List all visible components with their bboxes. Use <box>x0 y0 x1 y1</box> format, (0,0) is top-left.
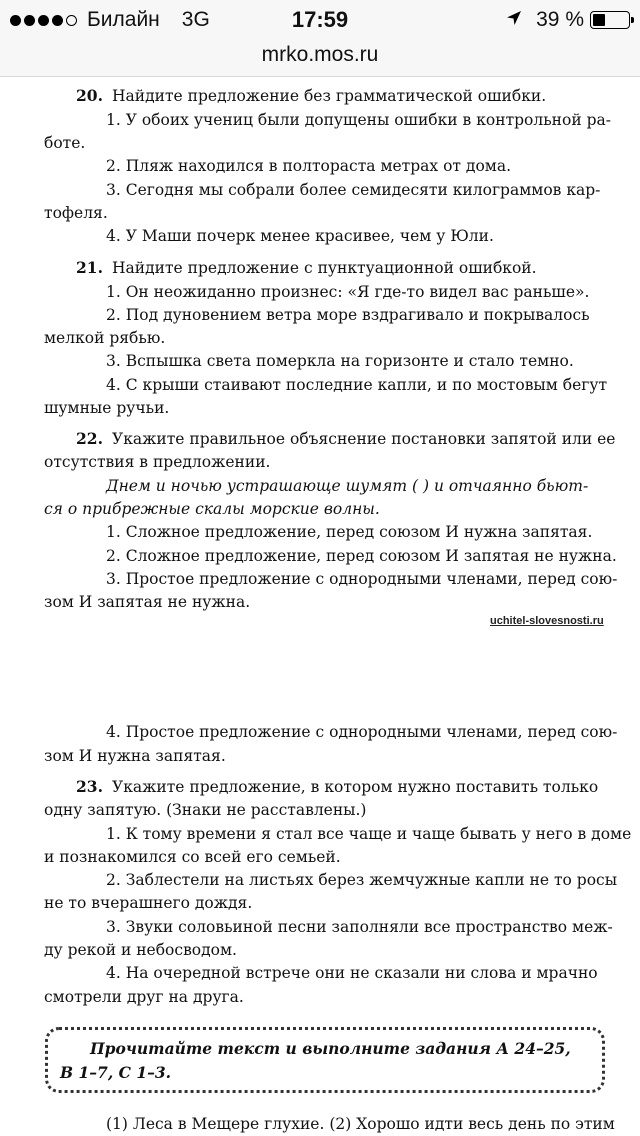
question-23-option-2: 2. Заблестели на листьях берез жемчужные капли не то росы <box>106 871 618 889</box>
question-21-option-1: 1. Он неожиданно произнес: «Я где-то видел вас раньше». <box>106 283 590 301</box>
question-21-option-2-cont: мелкой рябью. <box>44 329 166 347</box>
question-22-option-3: 3. Простое предложение с однородными членами, перед сою- <box>106 570 618 588</box>
watermark: uchitel-slovesnosti.ru <box>490 615 604 627</box>
signal-dot <box>10 15 21 26</box>
question-23-prompt-cont: одну запятую. (Знаки не расставлены.) <box>44 801 367 819</box>
question-number-21: 21. <box>76 258 103 277</box>
question-22-option-2: 2. Сложное предложение, перед союзом И запятая не нужна. <box>106 547 617 565</box>
signal-dot <box>24 15 35 26</box>
question-23-option-4-cont: смотрели друг на друга. <box>44 988 244 1006</box>
question-20-option-1-cont: боте. <box>44 134 86 152</box>
question-21-prompt: Найдите предложение с пунктуационной ошибкой. <box>112 259 537 277</box>
carrier-name: Билайн <box>87 8 160 31</box>
question-20-option-4: 4. У Маши почерк менее красивее, чем у Юли. <box>106 227 494 245</box>
question-23-option-2-cont: не то вчерашнего дождя. <box>44 894 253 912</box>
task-instruction-line-1: Прочитайте текст и выполните задания А 24–25, <box>90 1039 571 1058</box>
battery-percent: 39 % <box>536 8 584 31</box>
question-21-option-4: 4. С крыши стаивают последние капли, и по мостовым бегут <box>106 376 608 394</box>
battery-icon <box>590 11 630 29</box>
task-instruction-line-2: В 1–7, С 1–3. <box>60 1063 172 1082</box>
question-number-22: 22. <box>76 429 103 448</box>
question-20-option-2: 2. Пляж находился в полтораста метрах от дома. <box>106 157 512 175</box>
reading-text-first-line: (1) Леса в Мещере глухие. (2) Хорошо идти весь день по этим <box>106 1115 615 1133</box>
question-21-option-3: 3. Вспышка света померкла на горизонте и стало темно. <box>106 352 574 370</box>
question-23-option-1-cont: и познакомился со всей его семьей. <box>44 848 341 866</box>
address-bar[interactable]: mrko.mos.ru <box>0 42 640 77</box>
signal-dot <box>38 15 49 26</box>
question-22-sentence-cont: ся о прибрежные скалы морские волны. <box>44 500 380 518</box>
signal-dot <box>52 15 63 26</box>
document-page[interactable] <box>0 77 640 1136</box>
question-23-option-4: 4. На очередной встрече они не сказали ни слова и мрачно <box>106 964 598 982</box>
question-23-prompt: Укажите предложение, в котором нужно поставить только <box>112 778 599 796</box>
clock: 17:59 <box>291 7 349 32</box>
question-22-option-3-cont: зом И запятая не нужна. <box>44 593 251 611</box>
question-23-option-3-cont: ду рекой и небосводом. <box>44 941 237 959</box>
question-20-option-1: 1. У обоих учениц были допущены ошибки в контрольной ра- <box>106 111 611 129</box>
location-arrow-icon <box>506 8 522 32</box>
question-22-prompt: Укажите правильное объяснение постановки запятой или ее <box>112 430 616 448</box>
question-21-option-2: 2. Под дуновением ветра море вздрагивало и покрывалось <box>106 306 590 324</box>
question-23-option-3: 3. Звуки соловьиной песни заполняли все пространство меж- <box>106 918 613 936</box>
question-number-23: 23. <box>76 777 103 796</box>
question-23-option-1: 1. К тому времени я стал все чаще и чаще бывать у него в доме <box>106 825 632 843</box>
question-22-sentence: Днем и ночью устрашающе шумят ( ) и отчаянно бьют- <box>106 477 589 495</box>
question-22-option-4-cont: зом И нужна запятая. <box>44 747 226 765</box>
signal-strength-icon <box>10 15 77 26</box>
question-20-option-3: 3. Сегодня мы собрали более семидесяти килограммов кар- <box>106 181 601 199</box>
task-instruction-box <box>45 1027 605 1093</box>
battery-fill <box>593 14 605 26</box>
question-number-20: 20. <box>76 86 103 105</box>
battery-cap <box>631 17 634 23</box>
question-20-option-3-cont: тофеля. <box>44 204 108 222</box>
question-22-option-1: 1. Сложное предложение, перед союзом И нужна запятая. <box>106 523 593 541</box>
network-type: 3G <box>181 8 210 31</box>
question-20-prompt: Найдите предложение без грамматической ошибки. <box>112 87 547 105</box>
question-22-prompt-cont: отсутствия в предложении. <box>44 453 271 471</box>
question-22-option-4: 4. Простое предложение с однородными членами, перед сою- <box>106 723 618 741</box>
question-21-option-4-cont: шумные ручьи. <box>44 399 170 417</box>
status-bar <box>0 0 640 42</box>
signal-dot <box>66 15 77 26</box>
